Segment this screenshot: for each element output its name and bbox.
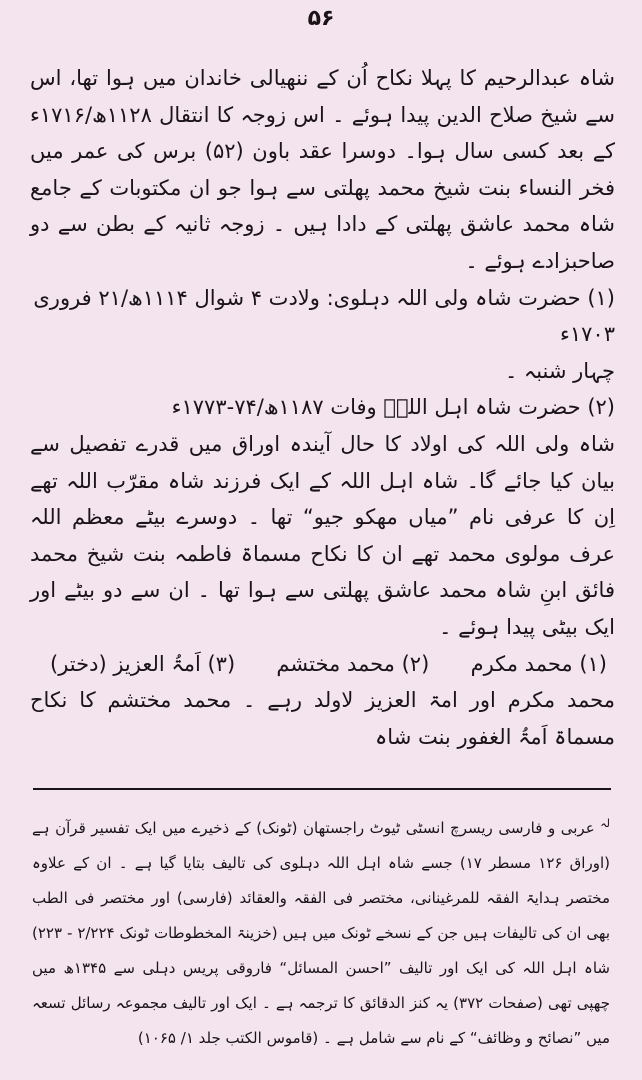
child-2-line: (۲) حضرت شاہ اہل اللہؒ وفات ۱۱۸۷ھ/۷۴-۱۷۷۳ء xyxy=(171,395,615,420)
footnote-marker: لہ xyxy=(600,817,611,830)
grandchild-item: (۱) محمد مکرم xyxy=(470,651,607,676)
grandchild-item: (۲) محمد مختشم xyxy=(276,651,430,676)
paragraph-3: محمد مکرم اور امۃ العزیز لاولد رہے ۔ محمد مختشم کا نکاح مسماۃ اَمۃُ الغفور بنت شاہ xyxy=(30,688,615,749)
paragraph-1: شاہ عبدالرحیم کا پہلا نکاح اُن کے ننھیالی خاندان میں ہوا تھا، اس سے شیخ صلاح الدین پیدا ہوئے ۔ اس زوجہ کا انتقال ۱۱۲۸ھ/۱۷۱۶ء کے بعد کسی سال ہوا۔ دوسرا عقد باون (۵۲) برس کی عمر میں فخر النساء بنت شیخ محمد پھلتی سے ہوا جو ان مکتوبات کے جامع شاہ محمد عاشق پھلتی کے دادا ہیں ۔ زوجہ ثانیہ کے بطن سے دو صاحبزادے ہوئے ۔ xyxy=(30,66,615,273)
child-1-birth: (۱) حضرت شاہ ولی اللہ دہلوی: ولادت ۴ شوال ۱۱۱۴ھ/۲۱ فروری ۱۷۰۳ء xyxy=(33,285,615,347)
child-1-day: چہار شنبہ ۔ xyxy=(504,358,615,383)
footnote-divider xyxy=(33,788,611,790)
paragraph-2: شاہ ولی اللہ کی اولاد کا حال آیندہ اوراق میں قدرے تفصیل سے بیان کیا جائے گا۔ شاہ اہل اللہ کے ایک فرزند شاہ مقرّب اللہ تھے اِن کا عرفی نام ”میاں مھکو جیو“ تھا ۔ دوسرے بیٹے معظم اللہ عرف مولوی محمد تھے ان کا نکاح مسماۃ فاطمہ بنت شیخ محمد فائق ابنِ شاہ محمد عاشق پھلتی سے ہوا تھا ۔ ان سے دو بیٹے اور ایک بیٹی پیدا ہوئے ۔ xyxy=(30,431,615,639)
grandchild-item: (۳) اَمۃُ العزیز (دختر) xyxy=(50,651,236,676)
child-1-line xyxy=(30,280,615,390)
grandchildren-list xyxy=(30,646,615,683)
footnote-paragraph xyxy=(32,806,610,1056)
footnote xyxy=(32,806,610,1056)
footnote-text: عربی و فارسی ریسرچ انسٹی ٹیوٹ راجستھان (ٹونک) کے ذخیرے میں ایک تفسیر قرآن ہے (اوراق ۱۲۶ مسطر ۱۷) جسے شاہ اہل اللہ دہلوی کی تالیف بتایا گیا ہے ۔ ان کے علاوہ مختصر ہدایۃ الفقہ للمرغینانی، مختصر فی الفقہ والعقائد (فارسی) اور مختصر فی الطب بھی ان کی تالیفات ہیں جن کے نسخے ٹونک میں ہیں (خزینۃ المخطوطات ٹونک ۲/۲۲۴ - ۲۲۳) شاہ اہل اللہ کی ایک اور تالیف ”احسن المسائل“ فاروقی پریس دہلی سے ۱۳۴۵ھ میں چھپی تھی (صفحات ۳۷۲) یہ کنز الدقائق کا ترجمہ ہے ۔ ایک اور تالیف مجموعہ رسائل تسعہ میں ”نصائح و وظائف“ کے نام سے شامل ہے ۔ (قاموس الکتب جلد ۱/ ۱۰۶۵) xyxy=(32,819,610,1047)
main-text xyxy=(30,60,615,755)
page-number: ۵۶ xyxy=(307,6,335,31)
